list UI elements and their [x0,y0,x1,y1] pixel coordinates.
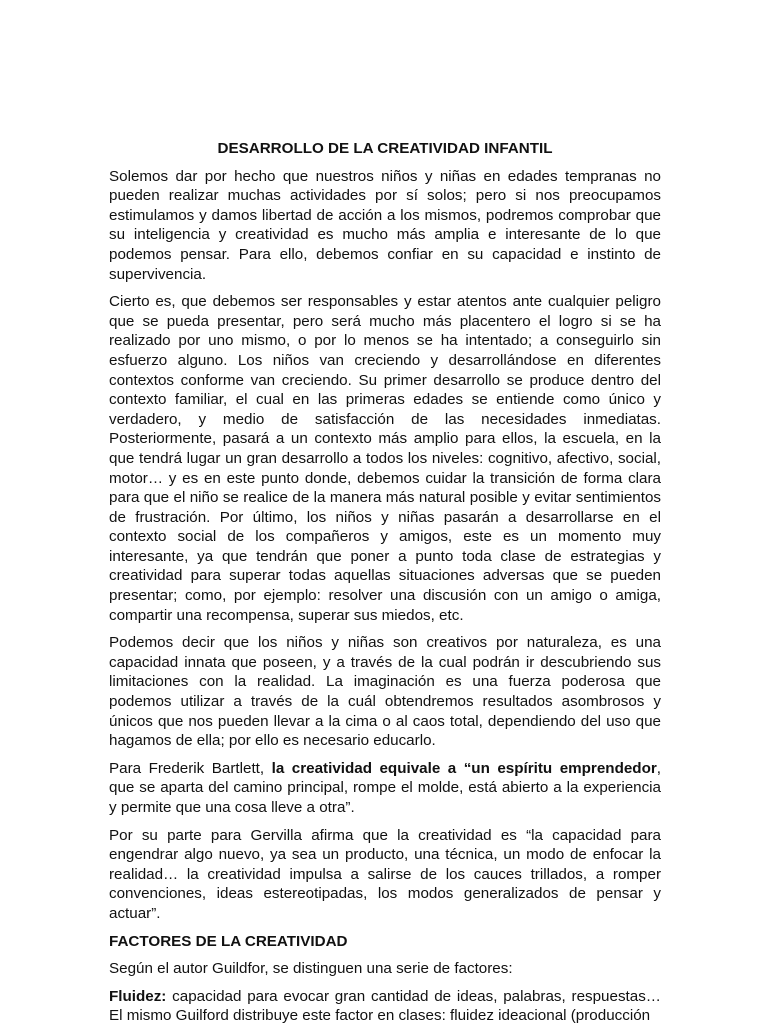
paragraph-gervilla: Por su parte para Gervilla afirma que la creatividad es “la capacidad para engendrar algo nuevo, ya sea un producto, una técnica, un modo de enfocar la realidad… la creatividad impulsa a salirse de los cauces trillados, a romper convenciones, ideas estereotipadas, los modos generalizados de pensar y actuar”. [109,826,661,922]
document-page [109,139,661,1034]
bartlett-lead-text: Para Frederik Bartlett, [109,759,272,777]
section-heading-factores: FACTORES DE LA CREATIVIDAD [109,932,348,950]
paragraph-contexts: Cierto es, que debemos ser responsables y estar atentos ante cualquier peligro que se pueda presentar, pero será mucho más placentero el logro si se ha realizado por uno mismo, o por lo menos se ha intentado; a conseguirlo sin esfuerzo alguno. Los niños van creciendo y desarrollándose en diferentes contextos conforme van creciendo. Su primer desarrollo se produce dentro del contexto familiar, el cual en las primeras edades se entiende como único y verdadero, y medio de satisfacción de las necesidades inmediatas. Posteriormente, pasará a un contexto más amplio para ellos, la escuela, en la que tendrá lugar un gran desarrollo a todos los niveles: cognitivo, afectivo, social, motor… y es en este punto donde, debemos cuidar la transición de forma clara para que el niño se realice de la manera más natural posible y evitar sentimientos de frustración. Por último, los niños y niñas pasarán a desarrollarse en el contexto social de los compañeros y amigos, este es un momento muy interesante, ya que tendrán que poner a punto toda clase de estrategias y creatividad para superar todas aquellas situaciones adversas que se pueden presentar; como, por ejemplo: resolver una discusión con un amigo o amiga, compartir una recompensa, superar sus miedos, etc. [109,293,661,624]
fluidez-term: Fluidez: [109,987,167,1005]
paragraph-nature: Podemos decir que los niños y niñas son creativos por naturaleza, es una capacidad innata que poseen, y a través de la cual podrán ir descubriendo sus limitaciones con la realidad. La imaginación es una fuerza poderosa que podemos utilizar a través de la cuál obtendremos resultados asombrosos y únicos que nos pueden llevar a la cima o al caos total, dependiendo del uso que hagamos de ella; por ello es necesario educarlo. [109,634,661,750]
paragraph-intro: Solemos dar por hecho que nuestros niños y niñas en edades tempranas no pueden realizar muchas actividades por sí solos; pero si nos preocupamos estimulamos y damos libertad de acción a los mismos, podremos comprobar que su inteligencia y creatividad es mucho más amplia e interesante de lo que podemos pensar. Para ello, debemos confiar en su capacidad e instinto de supervivencia. [109,167,661,283]
paragraph-bartlett [109,759,661,818]
bartlett-trailing-text: , que se aparta del camino principal, rompe el molde, está abierto a la experiencia y permite que una cosa lleve a otra”. [109,759,661,816]
fluidez-definition: capacidad para evocar gran cantidad de ideas, palabras, respuestas… El mismo Guilford distribuye este factor en clases: fluidez ideacional (producción [109,987,661,1025]
bartlett-bold-quote: la creatividad equivale a “un espíritu emprendedor [271,759,657,777]
document-title: DESARROLLO DE LA CREATIVIDAD INFANTIL [217,140,553,157]
paragraph-factors-intro: Según el autor Guildfor, se distinguen una serie de factores: [109,960,513,978]
paragraph-fluidez [109,987,661,1026]
